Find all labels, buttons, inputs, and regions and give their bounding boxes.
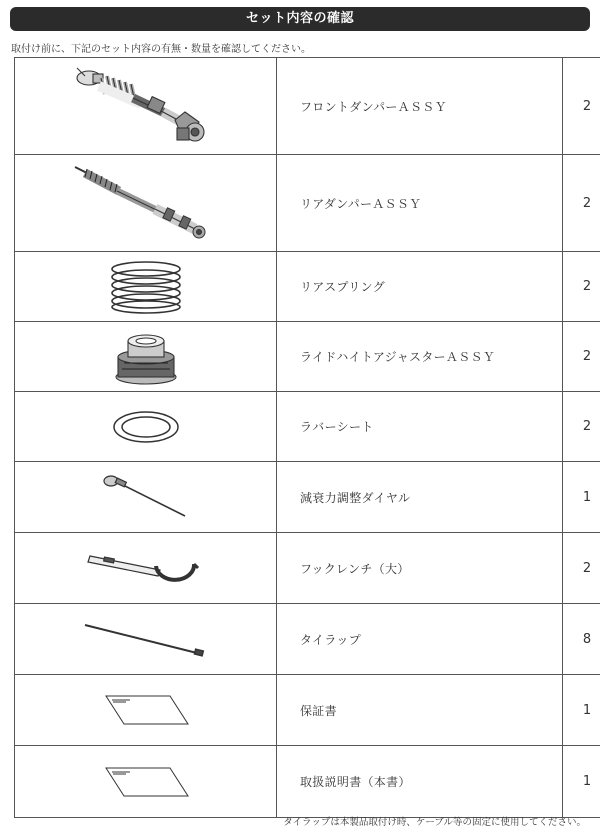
rubber-seat-icon xyxy=(106,407,186,447)
item-name: タイラップ xyxy=(277,604,563,675)
item-quantity: 1 xyxy=(563,675,600,746)
item-name: フックレンチ（大） xyxy=(277,533,563,604)
table-row xyxy=(15,604,600,675)
ride-height-adjuster-icon xyxy=(106,327,186,387)
item-image-cell xyxy=(15,746,277,818)
item-quantity: 2 xyxy=(563,58,600,155)
item-name: 減衰力調整ダイヤル xyxy=(277,462,563,533)
item-name: ライドハイトアジャスターＡＳＳＹ xyxy=(277,322,563,392)
item-image-cell xyxy=(15,252,277,322)
item-image-cell xyxy=(15,392,277,462)
table-row xyxy=(15,462,600,533)
item-quantity: 1 xyxy=(563,462,600,533)
table-row xyxy=(15,533,600,604)
item-image-cell xyxy=(15,322,277,392)
footnote: タイラップは本製品取付け時、ケーブル等の固定に使用してください。 xyxy=(283,817,586,828)
item-name: フロントダンパーＡＳＳＹ xyxy=(277,58,563,155)
item-name: リアダンパーＡＳＳＹ xyxy=(277,155,563,252)
item-quantity: 1 xyxy=(563,746,600,818)
front-damper-assembly-icon xyxy=(71,64,221,149)
item-name: リアスプリング xyxy=(277,252,563,322)
instruction-manual-icon xyxy=(96,762,196,802)
item-image-cell xyxy=(15,155,277,252)
item-quantity: 2 xyxy=(563,155,600,252)
warranty-document-icon xyxy=(96,690,196,730)
table-row xyxy=(15,392,600,462)
table-row xyxy=(15,155,600,252)
item-image-cell xyxy=(15,533,277,604)
item-quantity: 2 xyxy=(563,392,600,462)
table-row xyxy=(15,675,600,746)
item-quantity: 2 xyxy=(563,252,600,322)
parts-table xyxy=(14,57,600,818)
item-image-cell xyxy=(15,462,277,533)
page-title: セット内容の確認 xyxy=(10,7,590,31)
cable-tie-icon xyxy=(81,619,211,659)
table-row xyxy=(15,746,600,818)
item-quantity: 8 xyxy=(563,604,600,675)
rear-damper-assembly-icon xyxy=(71,163,221,243)
item-quantity: 2 xyxy=(563,533,600,604)
item-quantity: 2 xyxy=(563,322,600,392)
hook-wrench-icon xyxy=(86,548,206,588)
damping-adjust-dial-icon xyxy=(101,472,191,522)
item-image-cell xyxy=(15,675,277,746)
intro-text: 取付け前に、下記のセット内容の有無・数量を確認してください。 xyxy=(11,44,311,55)
item-name: ラバーシート xyxy=(277,392,563,462)
item-name: 保証書 xyxy=(277,675,563,746)
table-row xyxy=(15,322,600,392)
item-name: 取扱説明書（本書） xyxy=(277,746,563,818)
table-row xyxy=(15,252,600,322)
item-image-cell xyxy=(15,604,277,675)
table-row xyxy=(15,58,600,155)
item-image-cell xyxy=(15,58,277,155)
rear-spring-icon xyxy=(106,259,186,315)
